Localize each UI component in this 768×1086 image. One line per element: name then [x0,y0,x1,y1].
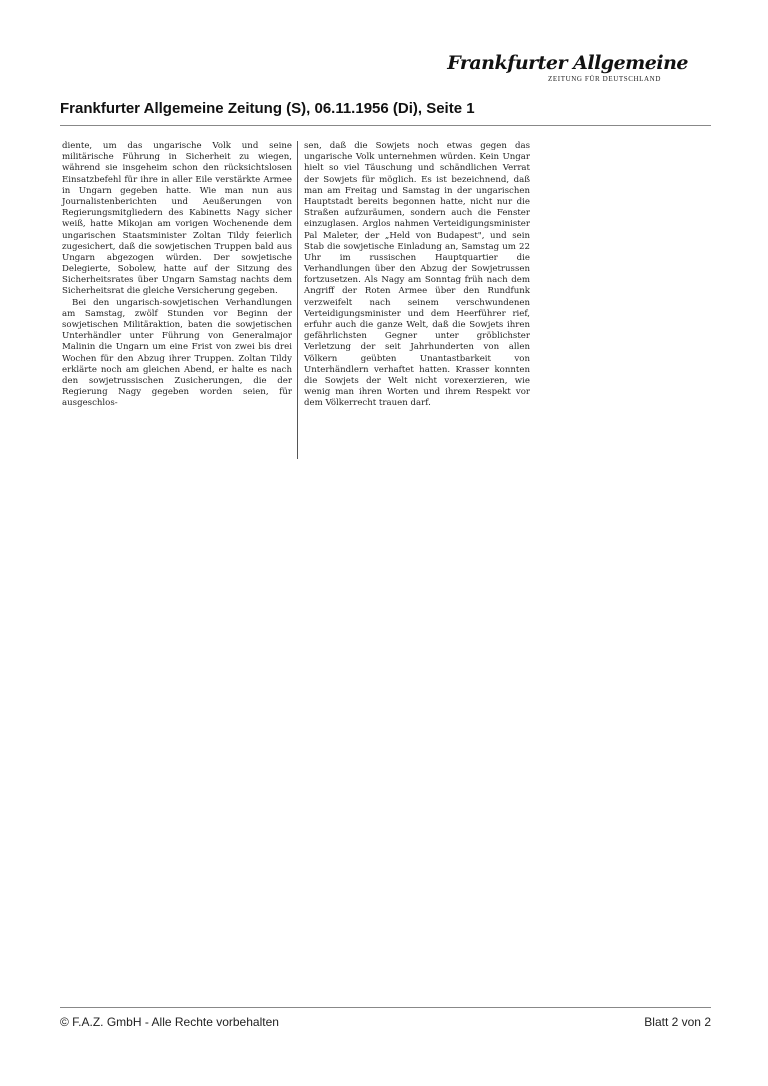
logo-title: Frankfurter Allgemeine [447,52,688,74]
page-title: Frankfurter Allgemeine Zeitung (S), 06.11.1956 (Di), Seite 1 [60,100,475,117]
masthead-logo [447,52,688,83]
article-right-column [304,141,530,410]
header-divider [60,125,711,126]
article-left-column [62,141,292,410]
logo-subtitle: ZEITUNG FÜR DEUTSCHLAND [548,75,661,83]
article-paragraph: sen, daß die Sowjets noch etwas gegen das ungarische Volk unternehmen würden. Kein Ungar hielt so viel Täuschung und schändlichen Verrat der Sowjets für möglich. Es ist bezeichnend, daß man am Freitag und Samstag in der ungarischen Hauptstadt bereits begonnen hatte, nicht nur die Straßen aufzuräumen, sondern auch die Fenster einzuglasen. Arglos nahmen Verteidigungsminister Pal Maleter, der „Held von Budapest", und sein Stab die sowjetische Einladung an, Samstag um 22 Uhr im russischen Hauptquartier die Verhandlungen über den Abzug der Sowjetrussen fortzusetzen. Als Nagy am Sonntag früh nach dem Angriff der Roten Armee über den Rundfunk verzweifelt nach seinem verschwundenen Verteidigungsminister und dem Heerführer rief, erfuhr auch die ganze Welt, daß die Sowjets ihren gefährlichsten Gegner unter gröblichster Verletzung der seit Jahrhunderten von allen Völkern geübten Unantastbarkeit von Unterhändlern verhaftet hatten. Krasser konnten die Sowjets der Welt nicht vorexerzieren, wie wenig man ihren Worten und ihrem Respekt vor dem Völkerrecht trauen darf. [304,141,530,409]
article-paragraph: Bei den ungarisch-sowjetischen Verhandlungen am Samstag, zwölf Stunden vor Beginn der sowjetischen Militäraktion, baten die sowjetischen Unterhändler unter Führung von Generalmajor Malinin die Ungarn um eine Frist von zwei bis drei Wochen für den Abzug ihrer Truppen. Zoltan Tildy erklärte noch am gleichen Abend, er halte es nach den sowjetrussischen Zusicherungen, die der Regierung Nagy gegeben worden seien, für ausgeschlos- [62,297,292,409]
footer-divider [60,1007,711,1008]
footer-page-info: Blatt 2 von 2 [644,1015,711,1029]
article-paragraph: diente, um das ungarische Volk und seine militärische Führung in Sicherheit zu wiegen, während sie insgeheim schon den rücksichtslosen Einsatzbefehl für ihre in aller Eile verstärkte Armee in Ungarn gegeben hatte. Wie man nun aus Journalistenberichten und Aeußerungen von Regierungsmitgliedern des Kabinetts Nagy sicher weiß, hatte Mikojan am vorigen Wochenende dem ungarischen Staatsminister Zoltan Tildy feierlich zugesichert, daß die sowjetischen Truppen bald aus Ungarn abgezogen würden. Der sowjetische Delegierte, Sobolew, hatte auf der Sitzung des Sicherheitsrates über Ungarn Samstag nachts dem Sicherheitsrat die gleiche Versicherung gegeben. [62,141,292,297]
footer-copyright: © F.A.Z. GmbH - Alle Rechte vorbehalten [60,1015,279,1029]
column-divider [297,141,298,459]
